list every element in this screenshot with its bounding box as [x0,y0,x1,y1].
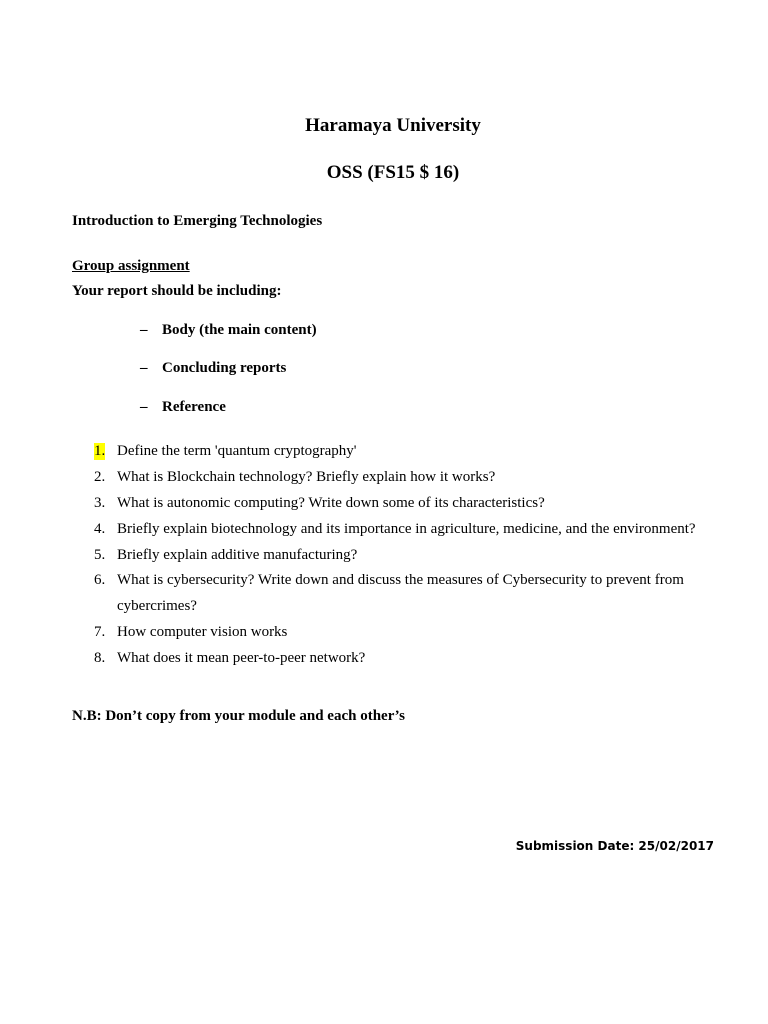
question-number: 4. [94,521,106,537]
bullet-dash: – [140,322,148,338]
assignment-heading: Group assignment [72,258,190,274]
assignment-intro: Your report should be including: [72,283,282,299]
question-text: Briefly explain biotechnology and its importance in agriculture, medicine, and the environment? [117,521,696,537]
note: N.B: Don’t copy from your module and each other’s [72,708,405,724]
submission-date: Submission Date: 25/02/2017 [515,839,714,853]
question-number: 7. [94,624,106,640]
program-title: OSS (FS15 $ 16) [326,162,460,183]
requirement-text: Reference [162,399,226,415]
question-number: 2. [94,469,106,485]
question-text: What is Blockchain technology? Briefly explain how it works? [117,469,496,485]
question-text: What is autonomic computing? Write down some of its characteristics? [117,495,545,511]
question-text: How computer vision works [117,624,288,640]
question-text-continuation: cybercrimes? [117,598,197,614]
question-number: 3. [94,495,106,511]
university-title: Haramaya University [305,115,481,136]
question-number: 1. [94,443,106,459]
bullet-dash: – [140,399,148,415]
question-text: What is cybersecurity? Write down and discuss the measures of Cybersecurity to prevent from [117,572,684,588]
question-number: 6. [94,572,106,588]
requirement-text: Body (the main content) [162,322,317,338]
bullet-dash: – [140,360,148,376]
question-number: 5. [94,547,106,563]
question-number: 8. [94,650,106,666]
question-text: Briefly explain additive manufacturing? [117,547,358,563]
course-name: Introduction to Emerging Technologies [72,213,323,229]
question-text: What does it mean peer-to-peer network? [117,650,366,666]
question-text: Define the term 'quantum cryptography' [117,443,357,459]
requirement-text: Concluding reports [162,360,287,376]
